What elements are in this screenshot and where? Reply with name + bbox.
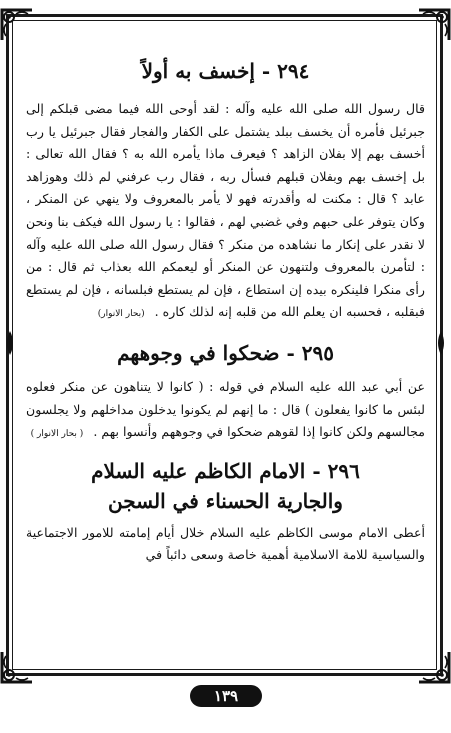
section-paragraph: [26, 522, 425, 567]
side-ornament-icon: [434, 330, 448, 356]
paragraph-text: أعطى الامام موسى الكاظم عليه السلام خلال أيام إمامته للامور الاجتماعية والسياسية للامة الاسلامية أهمية خاصة وسعى دائباً في: [26, 524, 425, 563]
page-number: ١٣٩: [190, 685, 262, 707]
side-ornament-icon: [3, 330, 17, 356]
page-content: [26, 26, 425, 666]
source-citation: (بحار الانوار): [97, 309, 145, 320]
paragraph-text: قال رسول الله صلى الله عليه وآله : لقد أوحى الله فيما مضى قبلكم إلى جبرئيل فأمره أن يخسف ببلد يشتمل على الكفار والفجار فقال جبرئيل يا رب أخسف بهم إلا بفلان الزاهد ؟ فيعرف ماذا يأمره الله به ؟ فقال الله تعالى : بل إخسف بهم وبفلان قبلهم فسأل ربه ، فقال رب عرفني لم ذلك وهوزاهد عابد ؟ قال : مكنت له وأقدرته فهو لا يأمر بالمعروف ولا ينهي عن المنكر ، وكان يتوفر على حبهم وفي غضبي لهم ، فقالوا : يا رسول الله فيكف بنا ونحن لا نقدر على إنكار ما نشاهده من منكر ؟ فقال رسول الله صلى الله عليه وآله : لتأمرن بالمعروف ولتنهون عن المنكر أو ليعمكم الله بعذاب ثم قال : من رأى منكرا فلينكره بيده إن استطاع ، فإن لم يستطع فبلسانه ، فإن لم يستطع فبقلبه ، فحسبه ان يعلم الله من قلبه إنه لذلك كاره .: [26, 101, 425, 320]
paragraph-text: عن أبي عبد الله عليه السلام في قوله : ( كانوا لا يتناهون عن منكر فعلوه لبئس ما كانوا يفعلون ) قال : ما إنهم لم يكونوا يدخلون مداخلهم ولا يجلسون مجالسهم ولكن كانوا إذا لقوهم ضحكوا في وجوههم وأنسوا بهم .: [26, 378, 425, 440]
section-paragraph: [26, 98, 425, 326]
section-heading: ٢٩٥ - ضحكوا في وجوههم: [117, 340, 334, 365]
section-heading: ٢٩٦ - الامام الكاظم عليه السلام: [91, 458, 360, 483]
section-heading: ٢٩٤ - إخسف به أولاً: [141, 59, 310, 83]
section-subheading: والجارية الحسناء في السجن: [108, 488, 343, 513]
source-citation: ( بحار الانوار ): [30, 429, 84, 440]
section-paragraph: [26, 376, 425, 446]
